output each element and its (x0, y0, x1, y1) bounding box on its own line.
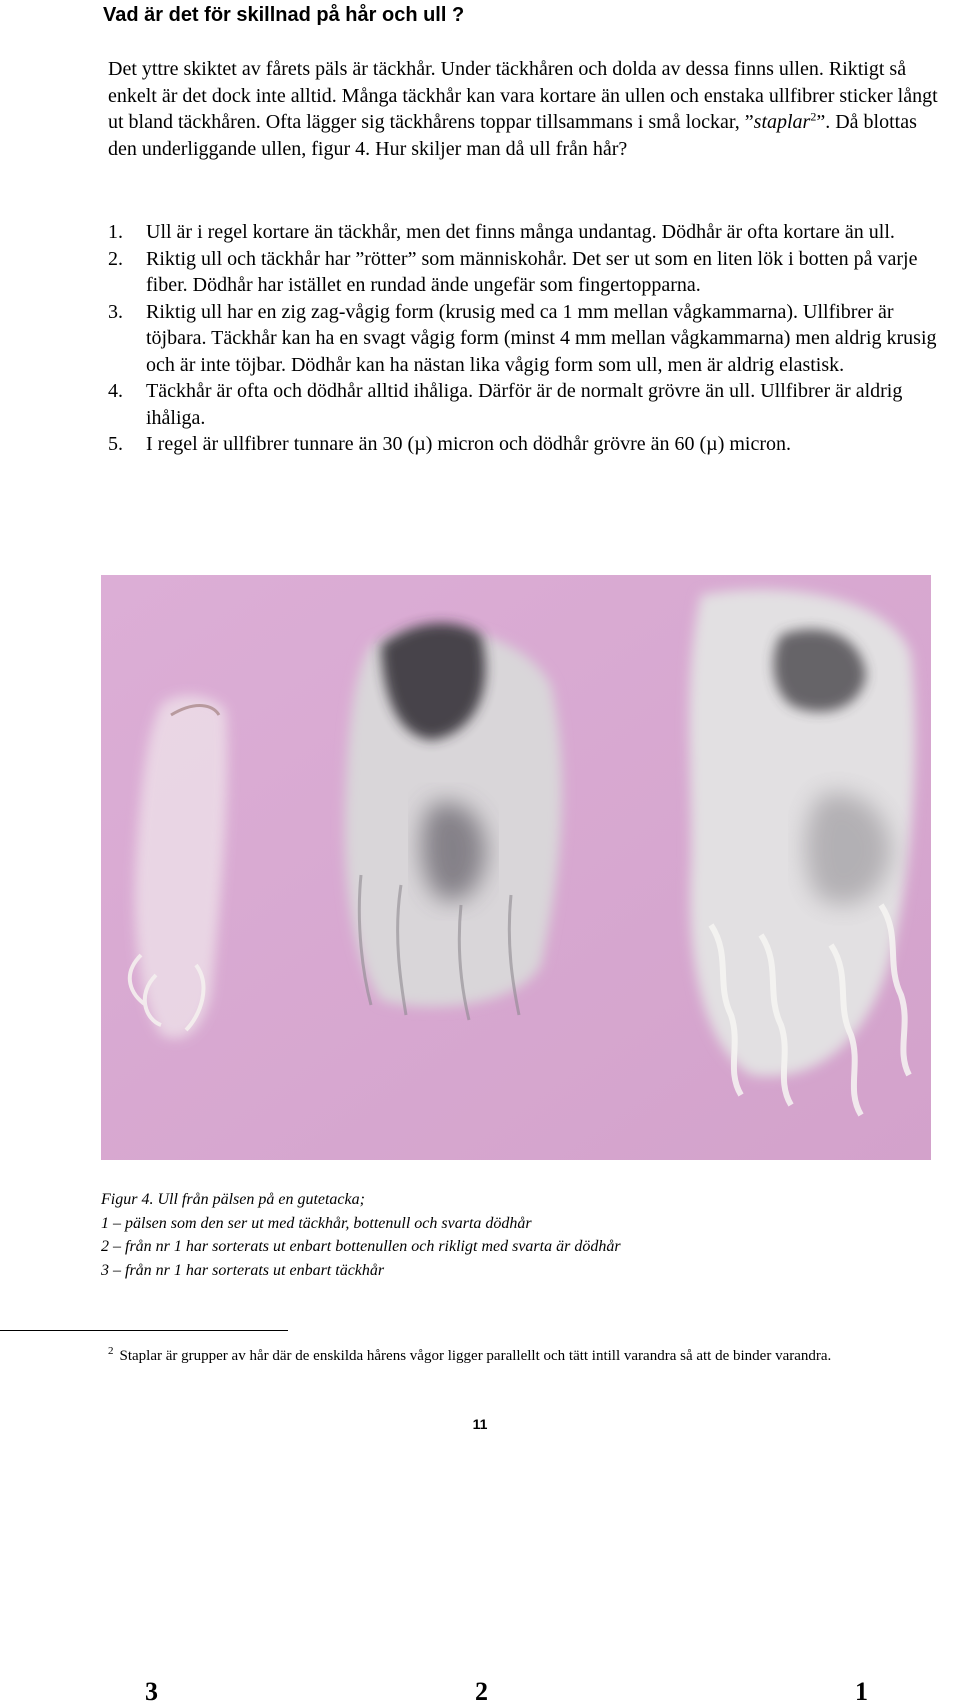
caption-line: 1 – pälsen som den ser ut med täckhår, bottenull och svarta dödhår (101, 1214, 532, 1232)
fact-list (108, 219, 948, 458)
figure-label-2: 2 (475, 1677, 488, 1706)
caption-line: Figur 4. Ull från pälsen på en gutetacka; (101, 1191, 365, 1208)
fact-number: 4. (108, 380, 123, 402)
footnote-text: Staplar är grupper av hår där de enskilda hårens vågor ligger parallellt och tätt intill varandra så att de binder varandra. (119, 1348, 832, 1364)
fact-item (108, 299, 948, 379)
fact-number: 5. (108, 433, 123, 455)
intro-italic-word: staplar (753, 111, 811, 133)
sample-2-undercoat (345, 623, 562, 1020)
fact-item (108, 219, 948, 246)
fact-number: 1. (108, 221, 123, 243)
fact-text: Riktig ull och täckhår har ”rötter” som människohår. Det ser ut som en liten lök i botten på varje fiber. Dödhår har istället en rundad ände ungefär som fingertopparna. (146, 247, 918, 296)
footnote-reference[interactable]: 2 (810, 109, 817, 124)
page-heading: Vad är det för skillnad på hår och ull ? (103, 4, 465, 26)
fact-item (108, 246, 948, 299)
page-number: 11 (472, 1416, 488, 1432)
fact-item (108, 378, 948, 431)
caption-line: 3 – från nr 1 har sorterats ut enbart täckhår (101, 1261, 385, 1279)
intro-text-before: Det yttre skiktet av fårets päls är täckhår. Under täckhåren och dolda av dessa finns ullen. Riktigt så enkelt är det dock inte alltid. Många täckhår kan vara kortare än ullen och enstaka ullfibrer sticker långt ut bland täckhåren. Ofta lägger sig täckhårens toppar tillsammans i små lockar, ” (108, 58, 938, 133)
wool-samples-illustration (101, 575, 931, 1160)
intro-text-after: ”. Då blottas den underliggande ullen, figur 4. Hur skiljer man då ull från hår? (108, 111, 917, 160)
fact-text: Ull är i regel kortare än täckhår, men det finns många undantag. Dödhår är ofta kortare än ull. (146, 221, 895, 243)
fact-item (108, 431, 948, 458)
caption-line: 2 – från nr 1 har sorterats ut enbart bottenullen och rikligt med svarta är dödhår (101, 1238, 621, 1255)
footnote (108, 1340, 958, 1367)
intro-paragraph (108, 56, 938, 162)
fact-text: I regel är ullfibrer tunnare än 30 (µ) micron och dödhår grövre än 60 (µ) micron. (146, 433, 792, 455)
figure-caption (101, 1188, 941, 1282)
fact-text: Täckhår är ofta och dödhår alltid ihåliga. Därför är de normalt grövre än ull. Ullfibrer är aldrig ihåliga. (146, 380, 903, 429)
footnote-divider (0, 1330, 288, 1331)
fact-number: 3. (108, 300, 123, 323)
fact-text: Riktig ull har en zig zag-vågig form (krusig med ca 1 mm mellan vågkammarna). Ullfibrer är töjbara. Täckhår kan ha en svagt vågig form (minst 4 mm mellan vågkammarna) men aldrig krusig och är inte töjbar. Dödhår kan ha nästan lika vågig form som ull, men är aldrig elastisk. (146, 300, 937, 376)
footnote-number: 2 (108, 1345, 114, 1357)
fact-number: 2. (108, 247, 123, 270)
figure-label-1: 1 (855, 1677, 868, 1706)
figure-label-3: 3 (145, 1677, 158, 1706)
